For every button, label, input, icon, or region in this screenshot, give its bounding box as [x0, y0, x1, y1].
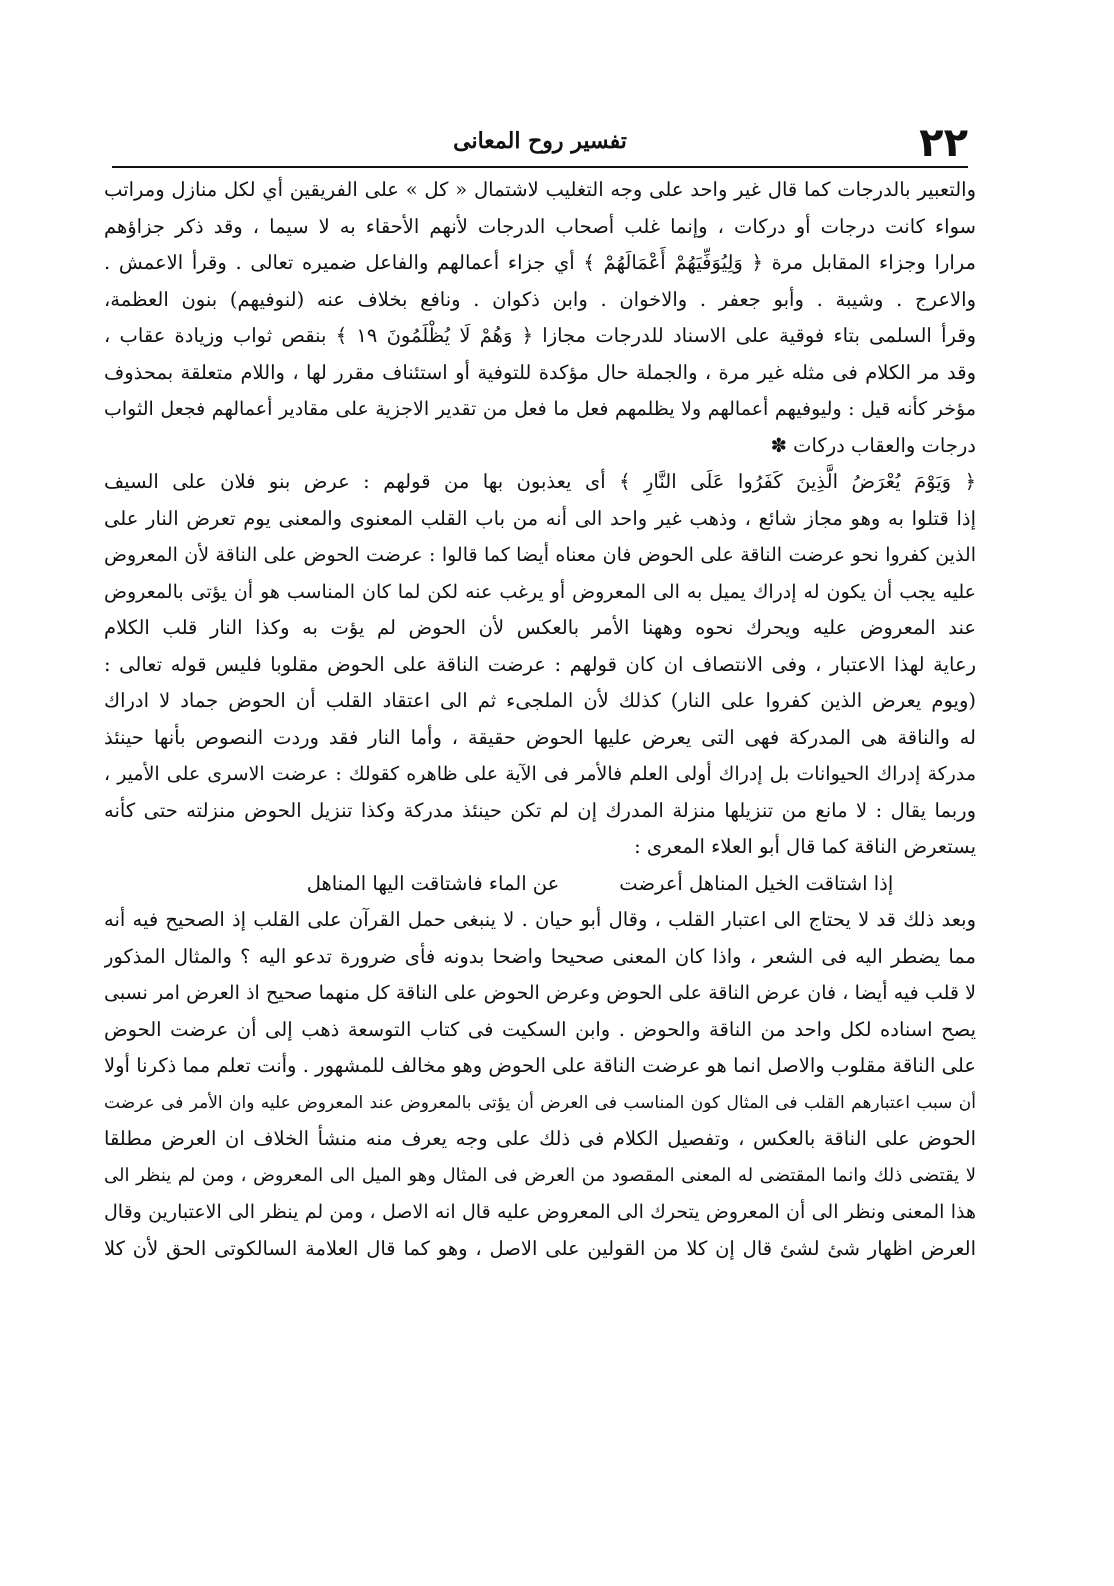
running-title: تفسير روح المعانى: [453, 128, 627, 154]
text-line: مما يضطر اليه فى الشعر ، واذا كان المعنى صحيحا واضحا بدونه فأى ضرورة تدعو اليه ؟ والمثال المذكور: [104, 944, 976, 968]
text-line: وبعد ذلك قد لا يحتاج الى اعتبار القلب ، وقال أبو حيان . لا ينبغى حمل القرآن على القلب إذ الصحيح فيه أنه: [104, 908, 976, 931]
text-line: أن سبب اعتبارهم القلب فى المثال كون المناسب فى العرض أن يؤتى بالمعروض عند المعروض عليه وان الأمر فى عرضت: [104, 1092, 976, 1113]
verse-hemistich-second: عن الماء فاشتاقت اليها المناهل: [306, 871, 560, 895]
page-header: [112, 118, 968, 168]
text-line: والتعبير بالدرجات كما قال غير واحد على وجه التغليب لاشتمال « كل » على الفريقين أي لكل منازل ومراتب: [104, 178, 976, 201]
text-line: مرارا وجزاء المقابل مرة ﴿ وَلِيُوَفِّيَهُمْ أَعْمَالَهُمْ ﴾ أي جزاء أعمالهم والفاعل ضميره تعالى . وقرأ الاعمش .: [104, 251, 976, 274]
text-line: الحوض على الناقة بالعكس ، وتفصيل الكلام فى ذلك على وجه يعرف منه منشأ الخلاف ان العرض مطلقا: [104, 1127, 976, 1150]
text-line: له والناقة هى المدركة فهى التى يعرض عليها الحوض حقيقة ، وأما النار فقد وردت النصوص بأنها حينئذ: [104, 725, 976, 749]
text-line: الذين كفروا نحو عرضت الناقة على الحوض فان معناه أيضا كما قالوا : عرضت الحوض على الناقة لأن المعروض: [104, 544, 976, 566]
body-text: [104, 172, 976, 1267]
text-line: وقد مر الكلام فى مثله غير مرة ، والجملة حال مؤكدة للتوفية أو استئناف مقرر لها ، واللام متعلقة بمحذوف: [104, 360, 976, 384]
verse-hemistich-first: إذا اشتاقت الخيل المناهل أعرضت: [619, 871, 894, 895]
text-line: ﴿ وَيَوْمَ يُعْرَضُ الَّذِينَ كَفَرُوا عَلَى النَّارِ ﴾ أى يعذبون بها من قولهم : عرض بنو فلان على السيف: [104, 470, 976, 493]
text-line: عليه يجب أن يكون له إدراك يميل به الى المعروض أو يرغب عنه لكن لما كان المناسب هو أن يؤتى بالمعروض: [104, 580, 976, 603]
poetry-verse: [104, 866, 976, 903]
text-line: وربما يقال : لا مانع من تنزيلها منزلة المدرك إن لم تكن حينئذ مدركة وكذا تنزيل الحوض منزلته حتى كأنه: [104, 798, 976, 822]
text-line: مدركة إدراك الحيوانات بل إدراك أولى العلم فالأمر فى الآية على ظاهره كقولك : عرضت الاسرى على الأمير ،: [104, 763, 976, 785]
text-line: على الناقة مقلوب والاصل انما هو عرضت الناقة على الحوض وهو مخالف للمشهور . وأنت تعلم مما ذكرنا أولا: [104, 1054, 976, 1077]
text-line: والاعرج . وشيبة . وأبو جعفر . والاخوان . وابن ذكوان . ونافع بخلاف عنه (لنوفيهم) بنون العظمة،: [104, 287, 976, 311]
text-line: يستعرض الناقة كما قال أبو العلاء المعرى :: [634, 835, 976, 858]
text-line: هذا المعنى ونظر الى أن المعروض يتحرك الى المعروض عليه قال انه الاصل ، ومن لم ينظر الى الاعتبارين وقال: [104, 1201, 976, 1223]
text-line: لا يقتضى ذلك وانما المقتضى له المعنى المقصود من العرض فى المثال وهو الميل الى المعروض ، ومن لم ينظر الى: [104, 1164, 976, 1186]
text-line: سواء كانت درجات أو دركات ، وإنما غلب أصحاب الدرجات لأنهم الأحقاء به لا سيما ، وقد ذكر جزاؤهم: [104, 214, 976, 238]
page-number: ٢٢: [919, 120, 968, 166]
text-line: درجات والعقاب دركات ✽: [770, 433, 976, 457]
header-rule: [112, 166, 968, 168]
text-line: رعاية لهذا الاعتبار ، وفى الانتصاف ان كان قولهم : عرضت الناقة على الحوض مقلوبا فليس قوله تعالى :: [104, 652, 976, 676]
text-line: إذا قتلوا به وهو مجاز شائع ، وذهب غير واحد الى أنه من باب القلب المعنوى والمعنى يوم تعرض النار على: [104, 506, 976, 530]
text-line: مؤخر كأنه قيل : وليوفيهم أعمالهم ولا يظلمهم فعل ما فعل من تقدير الاجزية على مقادير أعمالهم فجعل الثواب: [104, 398, 976, 420]
text-line: العرض اظهار شئ لشئ قال إن كلا من القولين على الاصل ، وهو كما قال العلامة السالكوتى الحق لأن كلا: [104, 1236, 976, 1260]
text-line: يصح اسناده لكل واحد من الناقة والحوض . وابن السكيت فى كتاب التوسعة ذهب إلى أن عرضت الحوض: [104, 1017, 976, 1041]
text-line: (ويوم يعرض الذين كفروا على النار) كذلك لأن الملجىء ثم الى اعتقاد القلب أن الحوض جماد لا ادراك: [104, 689, 976, 712]
text-line: لا قلب فيه أيضا ، فان عرض الناقة على الحوض وعرض الحوض على الناقة كل منهما صحيح اذ العرض امر نسبى: [104, 982, 976, 1004]
text-line: عند المعروض عليه ويحرك نحوه وههنا الأمر بالعكس لأن الحوض لم يؤت به وكذا النار قلب الكلام: [104, 616, 976, 639]
text-line: وقرأ السلمى بتاء فوقية على الاسناد للدرجات مجازا ﴿ وَهُمْ لَا يُظْلَمُونَ ١٩ ﴾ بنقص ثواب وزيادة عقاب ،: [104, 324, 976, 347]
